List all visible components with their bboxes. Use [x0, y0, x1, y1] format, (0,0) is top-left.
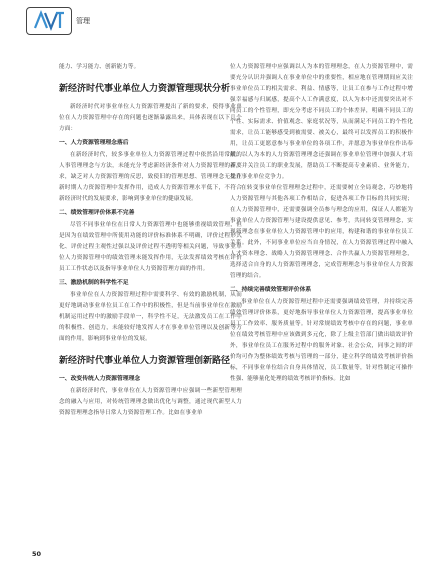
- right-column: [230, 62, 413, 385]
- page-number: 50: [32, 550, 42, 558]
- subheading: 二、绩效管理评价体系不完善: [59, 210, 135, 216]
- section-heading: 新经济时代事业单位人力资源管理现状分析: [59, 84, 231, 94]
- subheading: 一、人力资源管理理念落后: [59, 140, 129, 146]
- paragraph: 事业单位在人力资源管理过程中还需要强调绩效管理，并持续完善绩效管理评价体系，更好地指导事业单位人力资源管理，提高事业单位员工工作效率、服务质量等。针对常规绩效考核中存在的问题，事业单位在绩效考核管理中应该做到多元化，除了上级主管部门做出绩效评价外，事业单位员工在服务过程中的服务对象、社会公众，同事之间的评价均可作为整体绩效考核与管理的一部分，建立科学的绩效考核评价指标，不同事业单位结合自身具体情况，员工数量等，针对性制定可操作性强、能够量化处理的绩效考核评价指标。比如: [230, 299, 413, 382]
- subheading: 一、改变传统人力资源管理理念: [59, 376, 141, 382]
- magazine-logo: [26, 7, 72, 35]
- section-heading: 新经济时代事业单位人力资源管理创新路径: [59, 356, 231, 366]
- section-label: 管理: [76, 17, 90, 25]
- paragraph: 在新经济时代，较多事业单位人力资源管理过程中依然沿用常规的人事管理理念与方法，未能充分考虑新经济条件对人力资源管理的新要求，缺乏对人力资源管理的反思，致使旧的管理思想、管理理念无法在新时期人力资源管理中发挥作用，造成人力资源管理水平低下，不符合新经济时代的发展要求，影响到事业单位的健康发展。: [59, 152, 242, 202]
- subheading: 三、激励机制的科学性不足: [59, 280, 129, 286]
- paragraph: 在转变事业单位管理理念过程中，还需要树立全局观念，巧妙地将人力资源管理与其他各项工作相结合，促进各项工作目标的共同实现；在人力资源管理中，还需要强调全员参与理念的应用，保证人人都能为事业单位人力资源管理与建设提供意见、参考，共同转变管理理念，实现新理念在事业单位人力资源管理中的应用，构建和谐的事业单位员工关系。此外，不同事业单位应当自身情况，在人力资源管理过程中融入人才资本理念、战略人力资源管理理念、合作共赢人力资源管理理念，选择适合自身的人力资源管理理念，完成管理理念与事业单位人力资源管理的结合。: [230, 185, 413, 279]
- left-column: [59, 62, 242, 419]
- page-header: [26, 6, 90, 36]
- paragraph: 事业单位在人力资源管理过程中需要科学、有效的激励机制，从而更好地调动事业单位员工在工作中的积极性，但是当前事业单位在激励机制运用过程中的激励手段单一，科学性不足，无法激发员工在工作中的积极性、创造力，未能较好地发挥人才在事业单位管理以及创新等方面的作用，影响到事业单位的发展。: [59, 292, 242, 342]
- paragraph: 在新经济时代，事业单位在人力资源管理中应强调一些新型管理理念的融入与应用，对传统管理理念做出优化与调整，通过现代新型人力资源管理理念指导日常人力资源管理工作。比如在事业单: [59, 388, 242, 416]
- subheading: 二、持续完善绩效管理评价体系: [230, 287, 312, 293]
- intro-paragraph: 能力、学习能力、创新能力等。: [59, 64, 140, 70]
- paragraph: 新经济时代对事业单位人力资源管理提出了新的要求，使得事业单位在人力资源管理中存在的问题也逐渐暴露出来，具体表现在以下几个方面：: [59, 104, 242, 132]
- paragraph: 尽管不同事业单位在日常人力资源管理中也能够重视绩效管理，但是因为在绩效管理中所使用功能的评价标准体系不明确，评价过程形式化、评价过程主观性过强以及评价过程不透明等相关问题，导致事业单位人力资源管理中的绩效管理未能发挥作用，无法发挥绩效考核在评价员工工作状态以及指导事业单位人力资源管理方面的作用。: [59, 222, 242, 272]
- logo-mark-icon: [29, 9, 69, 32]
- paragraph: 位人力资源管理中应强调以人为本的管理理念，在人力资源管理中，需要充分认识并强调人在事业单位中的重要性，相应地在管理期间应关注事业单位员工的相关需求、利益、情感等，让员工在参与工作过程中增强幸福感与归属感，提高个人工作满意度，以人为本中还需要突出对不同员工的个性管理，即充分考虑不同员工的个体差异，明确不同员工的个性、实际需求、价值观念、家庭状况等，从而满足不同员工的个性化需求，让员工能够感受到被需要、被关心，最终可以发挥员工的积极作用，让员工更愿意参与事业单位的各项工作，并愿意为事业单位作出奉献。以人为本的人力资源管理理念还强调在事业单位管理中加强人才培养，并关注员工的职业发展，帮助员工不断提高专业素质、业务能力，提升事业单位竞争力。: [230, 64, 413, 180]
